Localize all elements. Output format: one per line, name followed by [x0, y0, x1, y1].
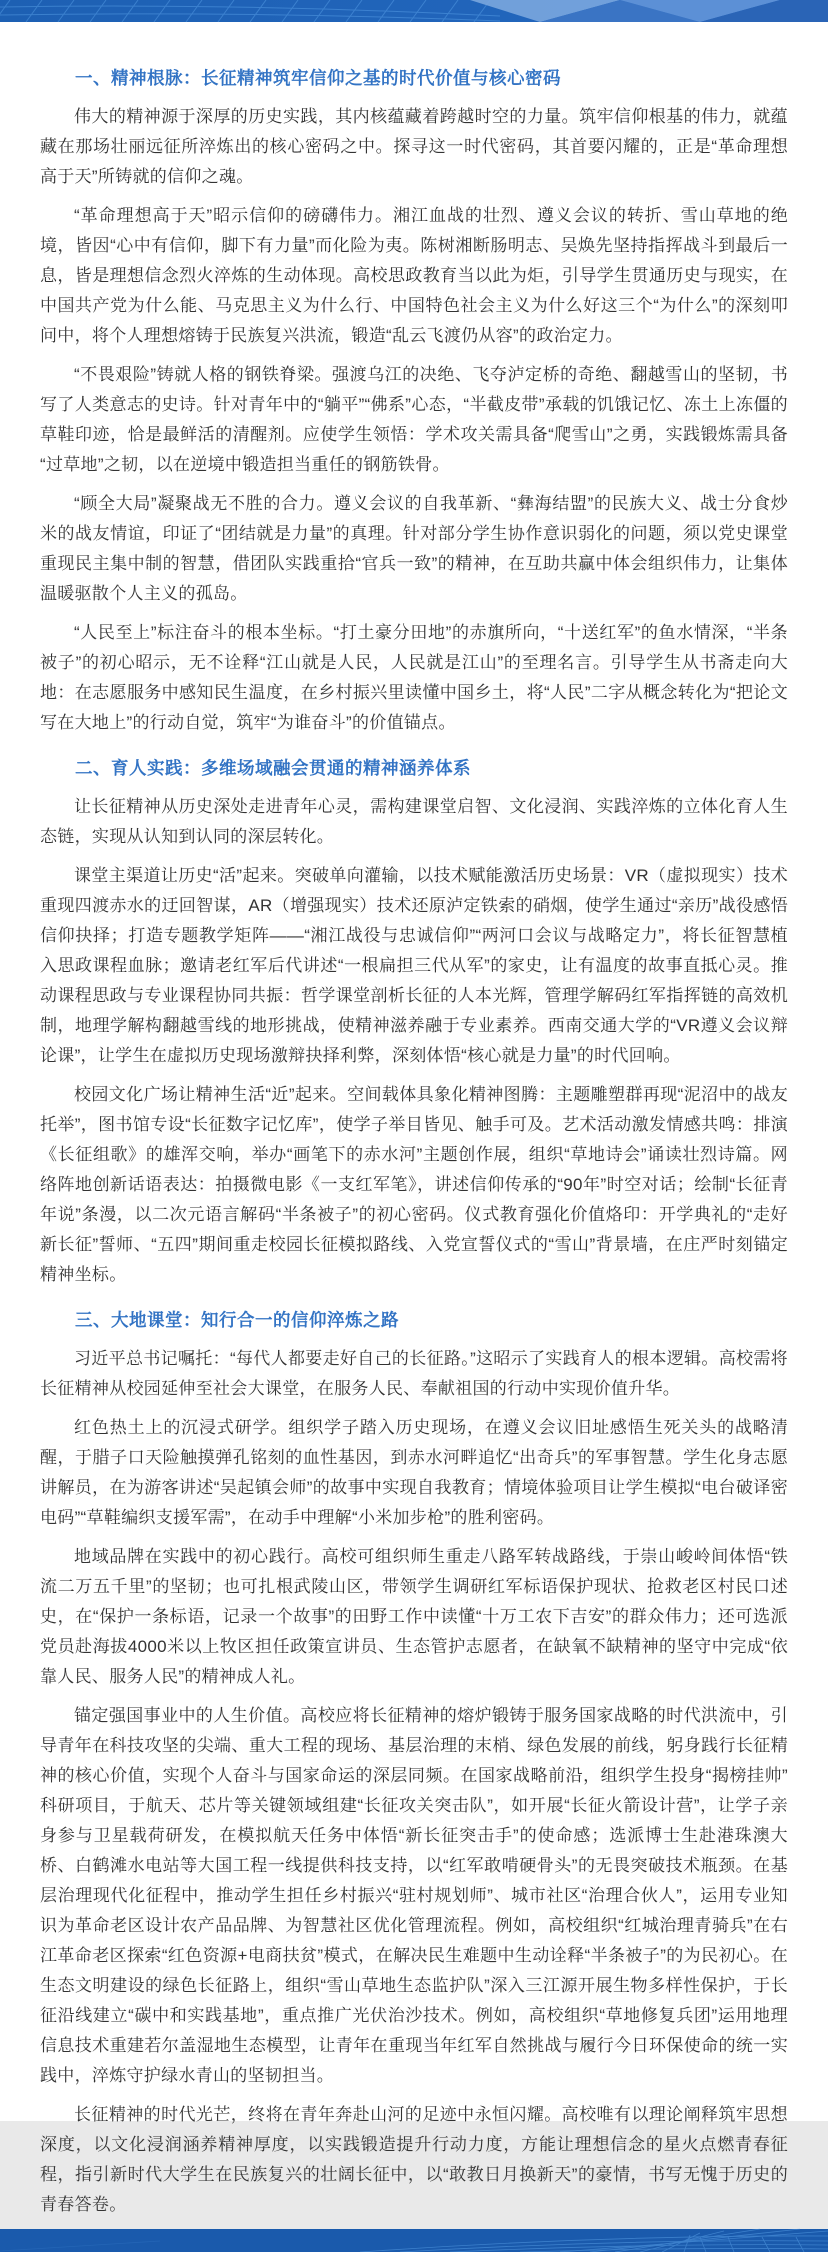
paragraph: “人民至上”标注奋斗的根本坐标。“打土豪分田地”的赤旗所向，“十送红军”的鱼水情深，“半条被子”的初心昭示，无不诠释“江山就是人民，人民就是江山”的至理名言。引导学生从书斋走向大地：在志愿服务中感知民生温度，在乡村振兴里读懂中国乡土，将“人民”二字从概念转化为“把论文写在大地上”的行动自觉，筑牢“为谁奋斗”的价值锚点。: [40, 623, 788, 732]
paragraph: 课堂主渠道让历史“活”起来。突破单向灌输，以技术赋能激活历史场景：VR（虚拟现实）技术重现四渡赤水的迂回智谋，AR（增强现实）技术还原泸定铁索的硝烟，使学生通过“亲历”战役感悟信仰抉择；打造专题教学矩阵——“湘江战役与忠诚信仰”“两河口会议与战略定力”，将长征智慧植入思政课程血脉；邀请老红军后代讲述“一根扁担三代从军”的家史，让有温度的故事直抵心灵。推动课程思政与专业课程协同共振：哲学课堂剖析长征的人本光辉，管理学解码红军指挥链的高效机制，地理学解构翻越雪线的地形挑战，使精神滋养融于专业素养。西南交通大学的“VR遵义会议辩论课”，让学生在虚拟历史现场激辩抉择利弊，深刻体悟“核心就是力量”的时代回响。: [40, 866, 788, 1065]
section-heading: 二、育人实践：多维场域融会贯通的精神涵养体系: [75, 758, 471, 778]
paragraph: 锚定强国事业中的人生价值。高校应将长征精神的熔炉锻铸于服务国家战略的时代洪流中，引导青年在科技攻坚的尖端、重大工程的现场、基层治理的末梢、绿色发展的前线，躬身践行长征精神的核心价值，实现个人奋斗与国家命运的深层同频。在国家战略前沿，组织学生投身“揭榜挂帅”科研项目，于航天、芯片等关键领域组建“长征攻关突击队”，如开展“长征火箭设计营”，让学子亲身参与卫星载荷研发，在模拟航天任务中体悟“新长征突击手”的使命感；选派博士生赴港珠澳大桥、白鹤滩水电站等大国工程一线提供科技支持，以“红军敢啃硬骨头”的无畏突破技术瓶颈。在基层治理现代化征程中，推动学生担任乡村振兴“驻村规划师”、城市社区“治理合伙人”，运用专业知识为革命老区设计农产品品牌、为智慧社区优化管理流程。例如，高校组织“红城治理青骑兵”在右江革命老区探索“红色资源+电商扶贫”模式，在解决民生难题中生动诠释“半条被子”的为民初心。在生态文明建设的绿色长征路上，组织“雪山草地生态监护队”深入三江源开展生物多样性保护，于长征沿线建立“碳中和实践基地”，重点推广光伏治沙技术。例如，高校组织“草地修复兵团”运用地理信息技术重建若尔盖湿地生态模型，让青年在重现当年红军自然挑战与履行今日环保使命的统一实践中，淬炼守护绿水青山的坚韧担当。: [40, 1706, 788, 2085]
paragraph: 让长征精神从历史深处走进青年心灵，需构建课堂启智、文化浸润、实践淬炼的立体化育人生态链，实现从认知到认同的深层转化。: [40, 797, 788, 846]
paragraph: 地域品牌在实践中的初心践行。高校可组织师生重走八路军转战路线，于崇山峻岭间体悟“铁流二万五千里”的坚韧；也可扎根武陵山区，带领学生调研红军标语保护现状、抢救老区村民口述史，在“保护一条标语，记录一个故事”的田野工作中读懂“十万工农下吉安”的群众伟力；还可选派党员赴海拔4000米以上牧区担任政策宣讲员、生态管护志愿者，在缺氧不缺精神的坚守中完成“依靠人民、服务人民”的精神成人礼。: [40, 1547, 788, 1686]
paragraph: 红色热土上的沉浸式研学。组织学子踏入历史现场，在遵义会议旧址感悟生死关头的战略清醒，于腊子口天险触摸弹孔铭刻的血性基因，到赤水河畔追忆“出奇兵”的军事智慧。学生化身志愿讲解员，在为游客讲述“吴起镇会师”的故事中实现自我教育；情境体验项目让学生模拟“电台破译密电码”“草鞋编织支援军需”，在动手中理解“小米加步枪”的胜利密码。: [40, 1418, 788, 1527]
paragraph: 校园文化广场让精神生活“近”起来。空间载体具象化精神图腾：主题雕塑群再现“泥沼中的战友托举”，图书馆专设“长征数字记忆库”，使学子举目皆见、触手可及。艺术活动激发情感共鸣：排演《长征组歌》的雄浑交响，举办“画笔下的赤水河”主题创作展，组织“草地诗会”诵读壮烈诗篇。网络阵地创新话语表达：拍摄微电影《一支红军笔》，讲述信仰传承的“90年”时空对话；绘制“长征青年说”条漫，以二次元语言解码“半条被子”的初心密码。仪式教育强化价值烙印：开学典礼的“走好新长征”誓师、“五四”期间重走校园长征模拟路线、入党宣誓仪式的“雪山”背景墙，在庄严时刻锚定精神坐标。: [40, 1085, 788, 1284]
paragraph: “顾全大局”凝聚战无不胜的合力。遵义会议的自我革新、“彝海结盟”的民族大义、战士分食炒米的战友情谊，印证了“团结就是力量”的真理。针对部分学生协作意识弱化的问题，须以党史课堂重现民主集中制的智慧，借团队实践重拾“官兵一致”的精神，在互助共赢中体会组织伟力，让集体温暖驱散个人主义的孤岛。: [40, 494, 788, 603]
section-heading: 三、大地课堂：知行合一的信仰淬炼之路: [75, 1310, 399, 1330]
paragraph: “革命理想高于天”昭示信仰的磅礴伟力。湘江血战的壮烈、遵义会议的转折、雪山草地的绝境，皆因“心中有信仰，脚下有力量”而化险为夷。陈树湘断肠明志、吴焕先坚持指挥战斗到最后一息，皆是理想信念烈火淬炼的生动体现。高校思政教育当以此为炬，引导学生贯通历史与现实，在中国共产党为什么能、马克思主义为什么行、中国特色社会主义为什么好这三个“为什么”的深刻叩问中，将个人理想熔铸于民族复兴洪流，锻造“乱云飞渡仍从容”的政治定力。: [40, 206, 788, 345]
top-banner-decoration: [0, 0, 828, 22]
paragraph: 伟大的精神源于深厚的历史实践，其内核蕴藏着跨越时空的力量。筑牢信仰根基的伟力，就蕴藏在那场壮丽远征所淬炼出的核心密码之中。探寻这一时代密码，其首要闪耀的，正是“革命理想高于天”所铸就的信仰之魂。: [40, 107, 788, 186]
article: [0, 22, 828, 2229]
paragraph: 习近平总书记嘱托：“每代人都要走好自己的长征路。”这昭示了实践育人的根本逻辑。高校需将长征精神从校园延伸至社会大课堂，在服务人民、奉献祖国的行动中实现价值升华。: [40, 1349, 788, 1398]
paragraph: “不畏艰险”铸就人格的钢铁脊梁。强渡乌江的决绝、飞夺泸定桥的奇绝、翻越雪山的坚韧，书写了人类意志的史诗。针对青年中的“躺平”“佛系”心态，“半截皮带”承载的饥饿记忆、冻土上冻僵的草鞋印迹，恰是最鲜活的清醒剂。应使学生领悟：学术攻关需具备“爬雪山”之勇，实践锻炼需具备“过草地”之韧，以在逆境中锻造担当重任的钢筋铁骨。: [40, 365, 788, 474]
paragraph: 长征精神的时代光芒，终将在青年奔赴山河的足迹中永恒闪耀。高校唯有以理论阐释筑牢思想深度，以文化浸润涵养精神厚度，以实践锻造提升行动力度，方能让理想信念的星火点燃青春征程，指引新时代大学生在民族复兴的壮阔长征中，以“敢教日月换新天”的豪情，书写无愧于历史的青春答卷。: [40, 2105, 788, 2214]
section-heading: 一、精神根脉：长征精神筑牢信仰之基的时代价值与核心密码: [75, 68, 561, 88]
bottom-banner-decoration: [0, 2229, 828, 2252]
